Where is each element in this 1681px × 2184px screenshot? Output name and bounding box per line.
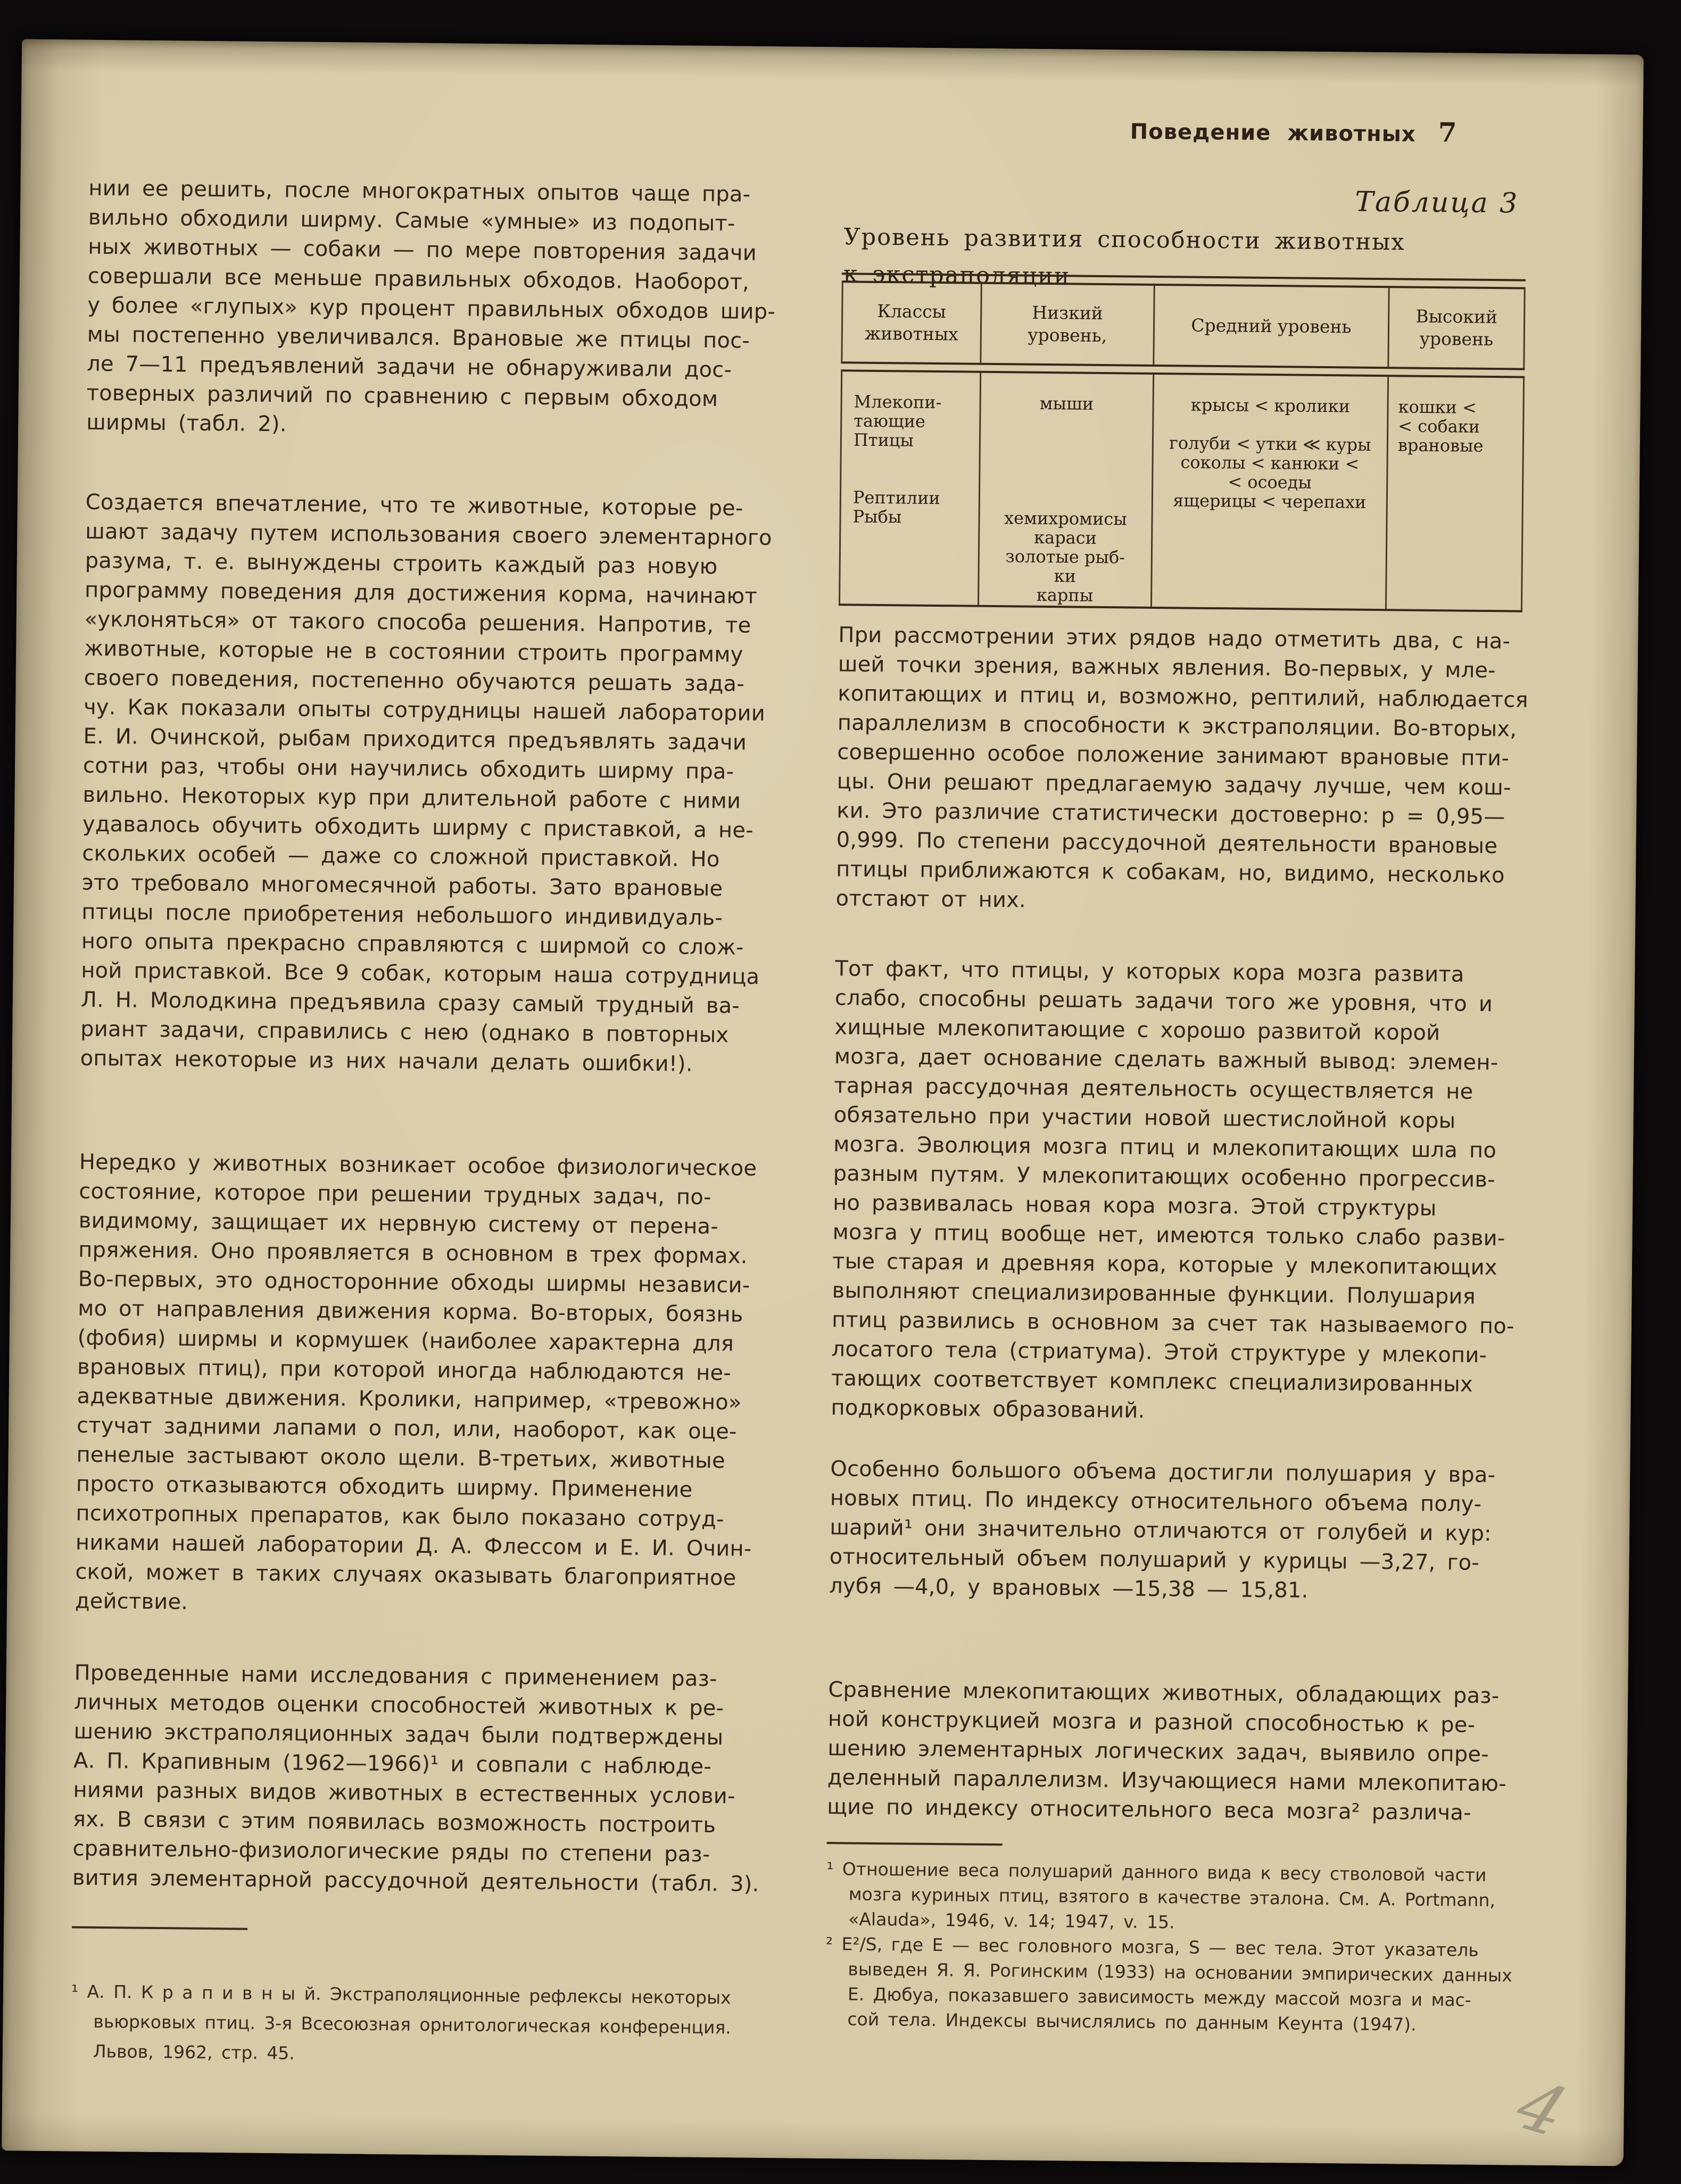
table-cell-classes: Млекопи- тающие Птицы Рептилии Рыбы xyxy=(840,371,981,605)
right-paragraph-2: Тот факт, что птицы, у которых кора мозга развита слабо, способны решать задачи того же уровня, что и хищные млекопитающие с хорошо развитой корой мозга, дает основание сделать важный вывод: элемен- тарная рассудочная деятельность осуществляется не обязательно при участии новой шестислойной коры мозга. Эволюция мозга птиц и млекопитающих шла по разным путям. У млекопитающих особенно прогрессив- но развивалась новая кора мозга. Этой структуры мозга у птиц вообще нет, имеются только слабо разви- тые старая и древняя кора, которые у млекопитающих выполняют специализированные функции. Полушария птиц развились в основном за счет так называемого по- лосатого тела (стриатума). Этой структуре у млекопи- тающих соответствует комплекс специализированных подкорковых образований. xyxy=(831,956,1514,1423)
table-header-medium-level: Средний уровень xyxy=(1154,286,1390,367)
left-paragraph-2: Создается впечатление, что те животные, которые ре- шают задачу путем использования своего элементарного разума, т. е. вынуждены строить каждый раз новую программу поведения для достижения корма, начинают «уклоняться» от такого способа решения. Напротив, те животные, которые не в состоянии строить программу своего поведения, постепенно обучаются решать зада- чу. Как показали опыты сотрудницы нашей лаборатории Е. И. Очинской, рыбам приходится предъявлять задачи сотни раз, чтобы они научились обходить ширму пра- вильно. Некоторых кур при длительной работе с ними удавалось обучить обходить ширму с приставкой, а не- скольких особей — даже со сложной приставкой. Но это требовало многомесячной работы. Зато врановые птицы после приобретения небольшого индивидуаль- ного опыта прекрасно справляются с ширмой со слож- ной приставкой. Все 9 собак, которым наша сотрудница Л. Н. Молодкина предъявила сразу самый трудный ва- риант задачи, справились с нею (однако в повторных опытах некоторые из них начали делать ошибки!). xyxy=(80,490,772,1077)
left-footnote: ¹ А. П. К р а п и в н ы й. Экстраполяционные рефлексы некоторых вьюрковых птиц. 3-я Всесоюзная орнитологическая конференция. Львов, 1962, стр. 45. xyxy=(71,1981,731,2064)
left-paragraph-4: Проведенные нами исследования с применением раз- личных методов оценки способностей животных к ре- шению экстраполяционных задач были подтверждены А. П. Крапивным (1962—1966)¹ и совпали с наблюде- ниями разных видов животных в естественных услови- ях. В связи с этим появилась возможность построить сравнительно-физиологические ряды по степени раз- вития элементарной рассудочной деятельности (табл. 3). xyxy=(72,1660,759,1897)
table-cell-low-level: мыши хемихромисы караси золотые рыб- ки карпы xyxy=(979,373,1154,607)
table-cell-high-level: кошки < < собаки врановые xyxy=(1397,396,1484,456)
table-cell-medium-level: крысы < кролики голуби < утки ≪ куры соколы < канюки < < осоеды ящерицы < черепахи xyxy=(1152,375,1389,609)
right-paragraph-3: Особенно большого объема достигли полушария у вра- новых птиц. По индексу относительного объема полу- шарий¹ они значительно отличаются от голубей и кур: относительный объем полушарий у курицы —3,27, го- лубя —4,0, у врановых —15,38 — 15,81. xyxy=(829,1457,1496,1603)
running-header xyxy=(843,111,1527,148)
page-number: 7 xyxy=(1438,117,1457,148)
running-header-text: Поведение животных xyxy=(1130,119,1416,147)
right-footnote-2: ² E²/S, где E — вес головного мозга, S — вес тела. Этот указатель выведен Я. Я. Рогинским (1933) на основании эмпирических данных Е. Дюбуа, показавшего зависимость между массой мозга и мас- сой тела. Индексы вычислялись по данным Кеунта (1947). xyxy=(825,1933,1512,2035)
book-page xyxy=(2,39,1644,2166)
handwritten-page-number: 4 xyxy=(1505,2066,1578,2153)
left-footnote-rule xyxy=(72,1926,247,1930)
table-header-classes: Классы животных xyxy=(842,283,982,362)
table-header-low-level: Низкий уровень, xyxy=(981,284,1155,365)
right-paragraph-1: При рассмотрении этих рядов надо отметить два, с на- шей точки зрения, важных явления. Во-первых, у мле- копитающих и птиц и, возможно, рептилий, наблюдается параллелизм в способности к экстраполяции. Во-вторых, совершенно особое положение занимают врановые пти- цы. Они решают предлагаемую задачу лучше, чем кош- ки. Это различие статистически достоверно: p = 0,95— 0,999. По степени рассудочной деятельности врановые птицы приближаются к собакам, но, видимо, несколько отстают от них. xyxy=(835,623,1528,913)
table-header-high-level: Высокий уровень xyxy=(1415,305,1498,350)
right-paragraph-4: Сравнение млекопитающих животных, обладающих раз- ной конструкцией мозга и разной способностью к ре- шению элементарных логических задач, выявило опре- деленный параллелизм. Изучающиеся нами млекопитаю- щие по индексу относительного веса мозга² различа- xyxy=(827,1677,1507,1825)
extrapolation-ability-table xyxy=(839,272,1526,612)
right-footnote-1: ¹ Отношение веса полушарий данного вида к весу стволовой части мозга куриных птиц, взятого в качестве эталона. См. A. Portmann, «Alauda», 1946, v. 14; 1947, v. 15. xyxy=(826,1858,1496,1933)
left-paragraph-1: нии ее решить, после многократных опытов чаще пра- вильно обходили ширму. Самые «умные» из подопыт- ных животных — собаки — по мере повторения задачи совершали все меньше правильных обходов. Наоборот, у более «глупых» кур процент правильных обходов шир- мы постепенно увеличивался. Врановые же птицы пос- ле 7—11 предъявлений задачи не обнаруживали дос- товерных различий по сравнению с первым обходом ширмы (табл. 2). xyxy=(86,176,776,437)
table-body-row xyxy=(839,371,1525,610)
right-footnote-rule xyxy=(827,1842,1003,1846)
table-caption: Таблица 3 xyxy=(1355,186,1519,220)
table-header-row xyxy=(841,283,1525,368)
table-title: Уровень развития способности животных к экстраполяции xyxy=(843,224,1405,290)
left-paragraph-3: Нередко у животных возникает особое физиологическое состояние, которое при решении трудных задач, по- видимому, защищает их нервную систему от перена- пряжения. Оно проявляется в основном в трех формах. Во-первых, это односторонние обходы ширмы независи- мо от направления движения корма. Во-вторых, боязнь (фобия) ширмы и кормушек (наиболее характерна для врановых птиц), при которой иногда наблюдаются не- адекватные движения. Кролики, например, «тревожно» стучат задними лапами о пол, или, наоборот, как оце- пенелые застывают около щели. В-третьих, животные просто отказываются обходить ширму. Применение психотропных препаратов, как было показано сотруд- никами нашей лаборатории Д. А. Флессом и Е. И. Очин- ской, может в таких случаях оказывать благоприятное действие. xyxy=(74,1149,757,1615)
